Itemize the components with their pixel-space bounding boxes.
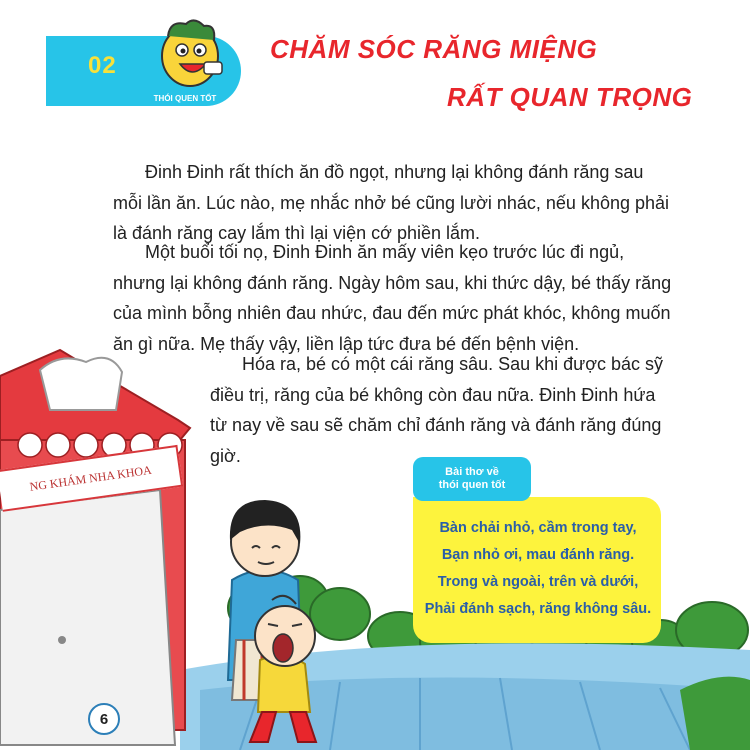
- poem-line-2: Bạn nhỏ ơi, mau đánh răng.: [441, 547, 635, 563]
- page-title-line2: RẤT QUAN TRỌNG: [447, 82, 693, 112]
- clinic-sign-text: NG KHÁM NHA KHOA: [28, 462, 153, 494]
- poem-tab-line2: thói quen tốt: [438, 479, 506, 491]
- poem-line-1: Bàn chải nhỏ, cầm trong tay,: [439, 520, 637, 536]
- page-title-line1: CHĂM SÓC RĂNG MIỆNG: [270, 34, 598, 64]
- chapter-number: 02: [88, 52, 117, 79]
- story-paragraph-2: Một buổi tối nọ, Đinh Đinh ăn mấy viên kẹo trước lúc đi ngủ, nhưng lại không đánh răng. Ngày hôm sau, khi thức dậy, bé thấy răng của mình bỗng nhiên đau nhức, đau đến mức phát khóc, không muốn ăn gì nữa. Mẹ thấy vậy, liền lập tức đưa bé đến bệnh viện.: [113, 242, 672, 354]
- page-number: 6: [99, 710, 109, 728]
- story-paragraph-1: Đinh Đinh rất thích ăn đồ ngọt, nhưng lại không đánh răng sau mỗi lần ăn. Lúc nào, mẹ nhắc nhở bé cũng lười nhác, nếu không phải là đánh răng cay lắm thì lại viện cớ phiền lắm.: [113, 162, 670, 243]
- poem-box: [413, 497, 661, 643]
- page-number-badge: [88, 703, 120, 735]
- poem-tab-line1: Bài thơ về: [445, 466, 499, 478]
- chapter-subtitle: THÓI QUEN TỐT: [153, 94, 217, 103]
- poem-line-3: Trong và ngoài, trên và dưới,: [437, 574, 639, 590]
- story-paragraph-3: Hóa ra, bé có một cái răng sâu. Sau khi được bác sỹ điều trị, răng của bé không còn đau nữa. Đinh Đinh hứa từ nay về sau sẽ chăm chỉ đánh răng và đánh răng đúng giờ.: [210, 354, 664, 466]
- poem-line-4: Phải đánh sạch, răng không sâu.: [424, 601, 652, 617]
- poem-tab: [413, 457, 531, 501]
